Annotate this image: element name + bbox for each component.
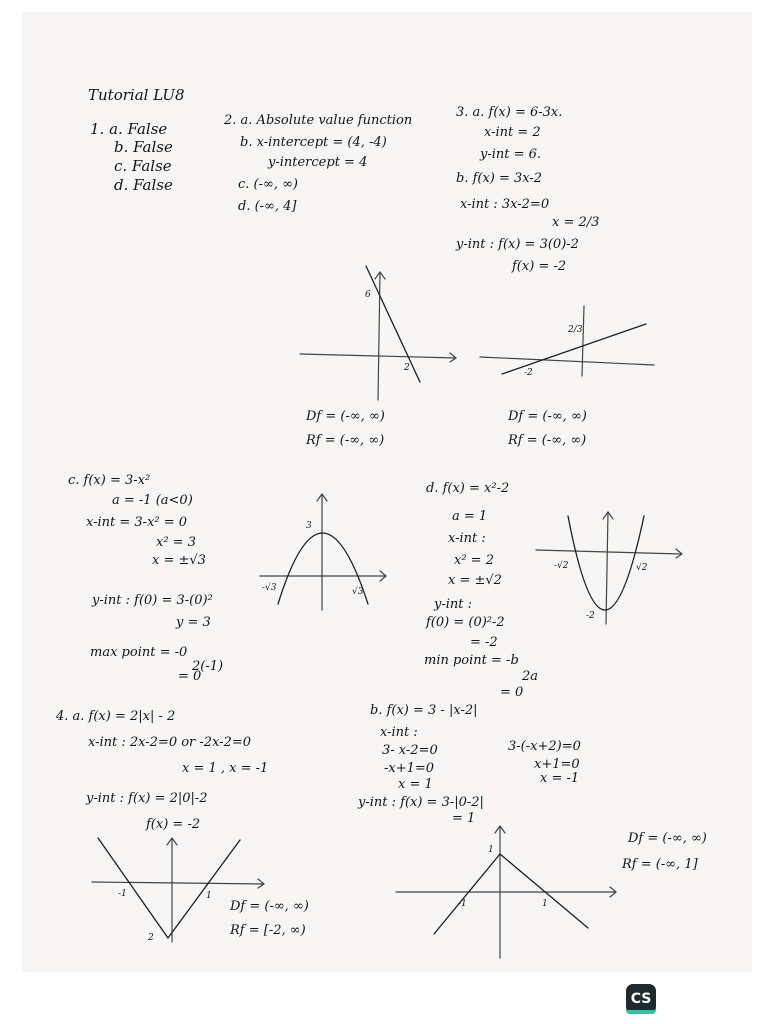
dr-4b-range: Rf = (-∞, 1] xyxy=(622,857,698,872)
graph-4a-left-label: -1 xyxy=(118,889,127,899)
q4b-line5b: x = -1 xyxy=(540,771,580,786)
graph-3d-x-axis xyxy=(536,550,682,554)
q3a-line3: y-int = 6. xyxy=(480,147,542,162)
graph-3d-y-axis xyxy=(606,512,608,624)
graph-3b-x-label: -2 xyxy=(524,368,533,378)
graph-3a-x-label: 2 xyxy=(404,363,410,373)
q2-d: d. (-∞, 4] xyxy=(238,199,297,214)
q3d-line9: min point = -b xyxy=(424,653,519,668)
q3d-line1: d. f(x) = x²-2 xyxy=(426,481,510,496)
q2-c: c. (-∞, ∞) xyxy=(238,177,299,192)
q3d-line7: f(0) = (0)²-2 xyxy=(426,615,505,630)
q3c-line4: x² = 3 xyxy=(156,535,196,550)
q4b-line4b: x+1=0 xyxy=(534,757,580,772)
q3c-line5: x = ±√3 xyxy=(152,553,206,568)
q2-b-line1: b. x-intercept = (4, -4) xyxy=(240,135,387,150)
q1-c: c. False xyxy=(114,157,172,175)
q4b-line6: y-int : f(x) = 3-|0-2| xyxy=(358,795,484,810)
graph-4a-x-axis xyxy=(92,882,264,884)
q3d-line11: = 0 xyxy=(500,685,524,700)
graph-4b-inverted-v xyxy=(434,854,588,934)
q3b-line2: x-int : 3x-2=0 xyxy=(460,197,550,212)
q3b-line3: x = 2/3 xyxy=(552,215,600,230)
q3d-line5: x = ±√2 xyxy=(448,573,502,588)
graph-4b-right-label: 1 xyxy=(542,899,548,909)
q3d-line4: x² = 2 xyxy=(454,553,494,568)
camscanner-logo-bar xyxy=(626,1010,656,1014)
q3c-line3: x-int = 3-x² = 0 xyxy=(86,515,188,530)
dr-4a-domain: Df = (-∞, ∞) xyxy=(230,899,309,914)
dr-4b-domain: Df = (-∞, ∞) xyxy=(628,831,707,846)
q4a-line5: f(x) = -2 xyxy=(146,817,201,832)
q1-a: 1. a. False xyxy=(90,120,168,138)
graph-3d-left-label: -√2 xyxy=(554,561,569,571)
q3a-line2: x-int = 2 xyxy=(484,125,541,140)
dr-3b-domain: Df = (-∞, ∞) xyxy=(508,409,587,424)
graph-3b-y-axis xyxy=(582,306,584,376)
graph-3c xyxy=(256,490,392,614)
q3d-line3: x-int : xyxy=(448,531,486,546)
q4b-line3b: 3-(-x+2)=0 xyxy=(508,739,581,754)
graph-3a-x-axis xyxy=(300,354,456,358)
q3d-line6: y-int : xyxy=(434,597,473,612)
q3d-line10: 2a xyxy=(522,669,539,684)
graph-3b xyxy=(476,302,660,380)
q3b-line5: f(x) = -2 xyxy=(512,259,567,274)
q1-d: d. False xyxy=(114,176,173,194)
q1-b: b. False xyxy=(114,138,173,156)
q3b-line4: y-int : f(x) = 3(0)-2 xyxy=(456,237,579,252)
q4b-line3a: 3- x-2=0 xyxy=(382,743,438,758)
q3c-line1: c. f(x) = 3-x² xyxy=(68,473,151,488)
camscanner-logo: CS xyxy=(626,984,656,1014)
q2-b-line2: y-intercept = 4 xyxy=(268,155,368,170)
graph-4a-v-graph xyxy=(98,838,240,938)
graph-3a-y-label: 6 xyxy=(365,290,371,300)
graph-4a-right-label: 1 xyxy=(206,891,212,901)
q3d-line2: a = 1 xyxy=(452,509,488,524)
graph-3c-peak-label: 3 xyxy=(306,521,312,531)
q4a-line3: x = 1 , x = -1 xyxy=(182,761,269,776)
graph-4b-peak-label: 1 xyxy=(488,845,494,855)
q3c-line10: = 0 xyxy=(178,669,202,684)
q3c-line6: y-int : f(0) = 3-(0)² xyxy=(92,593,213,608)
graph-3a-line xyxy=(366,266,420,382)
q4b-line1: b. f(x) = 3 - |x-2| xyxy=(370,703,478,718)
dr-3a-domain: Df = (-∞, ∞) xyxy=(306,409,385,424)
graph-4b xyxy=(392,822,622,962)
q4a-line2: x-int : 2x-2=0 or -2x-2=0 xyxy=(88,735,251,750)
q4b-line5a: x = 1 xyxy=(398,777,433,792)
dr-3b-range: Rf = (-∞, ∞) xyxy=(508,433,587,448)
q3c-line8: max point = -0 xyxy=(90,645,188,660)
q3c-line7: y = 3 xyxy=(176,615,211,630)
graph-3c-left-label: -√3 xyxy=(262,583,277,593)
q4b-line2: x-int : xyxy=(380,725,418,740)
q4b-line7: = 1 xyxy=(452,811,476,826)
q2-a: 2. a. Absolute value function xyxy=(224,113,413,128)
q4a-line4: y-int : f(x) = 2|0|-2 xyxy=(86,791,208,806)
page-title: Tutorial LU8 xyxy=(88,86,185,104)
graph-3d xyxy=(532,508,688,628)
dr-4a-range: Rf = [-2, ∞) xyxy=(230,923,306,938)
graph-3d-min-label: -2 xyxy=(586,611,595,621)
graph-3a xyxy=(296,262,464,404)
q3d-line8: = -2 xyxy=(470,635,498,650)
graph-4a-min-label: 2 xyxy=(148,933,154,943)
q3a-line1: 3. a. f(x) = 6-3x. xyxy=(456,105,563,120)
q4a-line1: 4. a. f(x) = 2|x| - 2 xyxy=(56,709,176,724)
graph-4b-left-label: -1 xyxy=(458,899,467,909)
graph-3d-right-label: √2 xyxy=(636,563,648,573)
graph-3b-x-axis xyxy=(480,357,654,365)
dr-3a-range: Rf = (-∞, ∞) xyxy=(306,433,385,448)
q3c-line9: 2(-1) xyxy=(192,659,224,674)
q4b-line4a: -x+1=0 xyxy=(384,761,435,776)
graph-3b-y-label: 2/3 xyxy=(568,325,583,335)
q3c-line2: a = -1 (a<0) xyxy=(112,493,193,508)
graph-3c-right-label: √3 xyxy=(352,587,364,597)
q3b-line1: b. f(x) = 3x-2 xyxy=(456,171,543,186)
